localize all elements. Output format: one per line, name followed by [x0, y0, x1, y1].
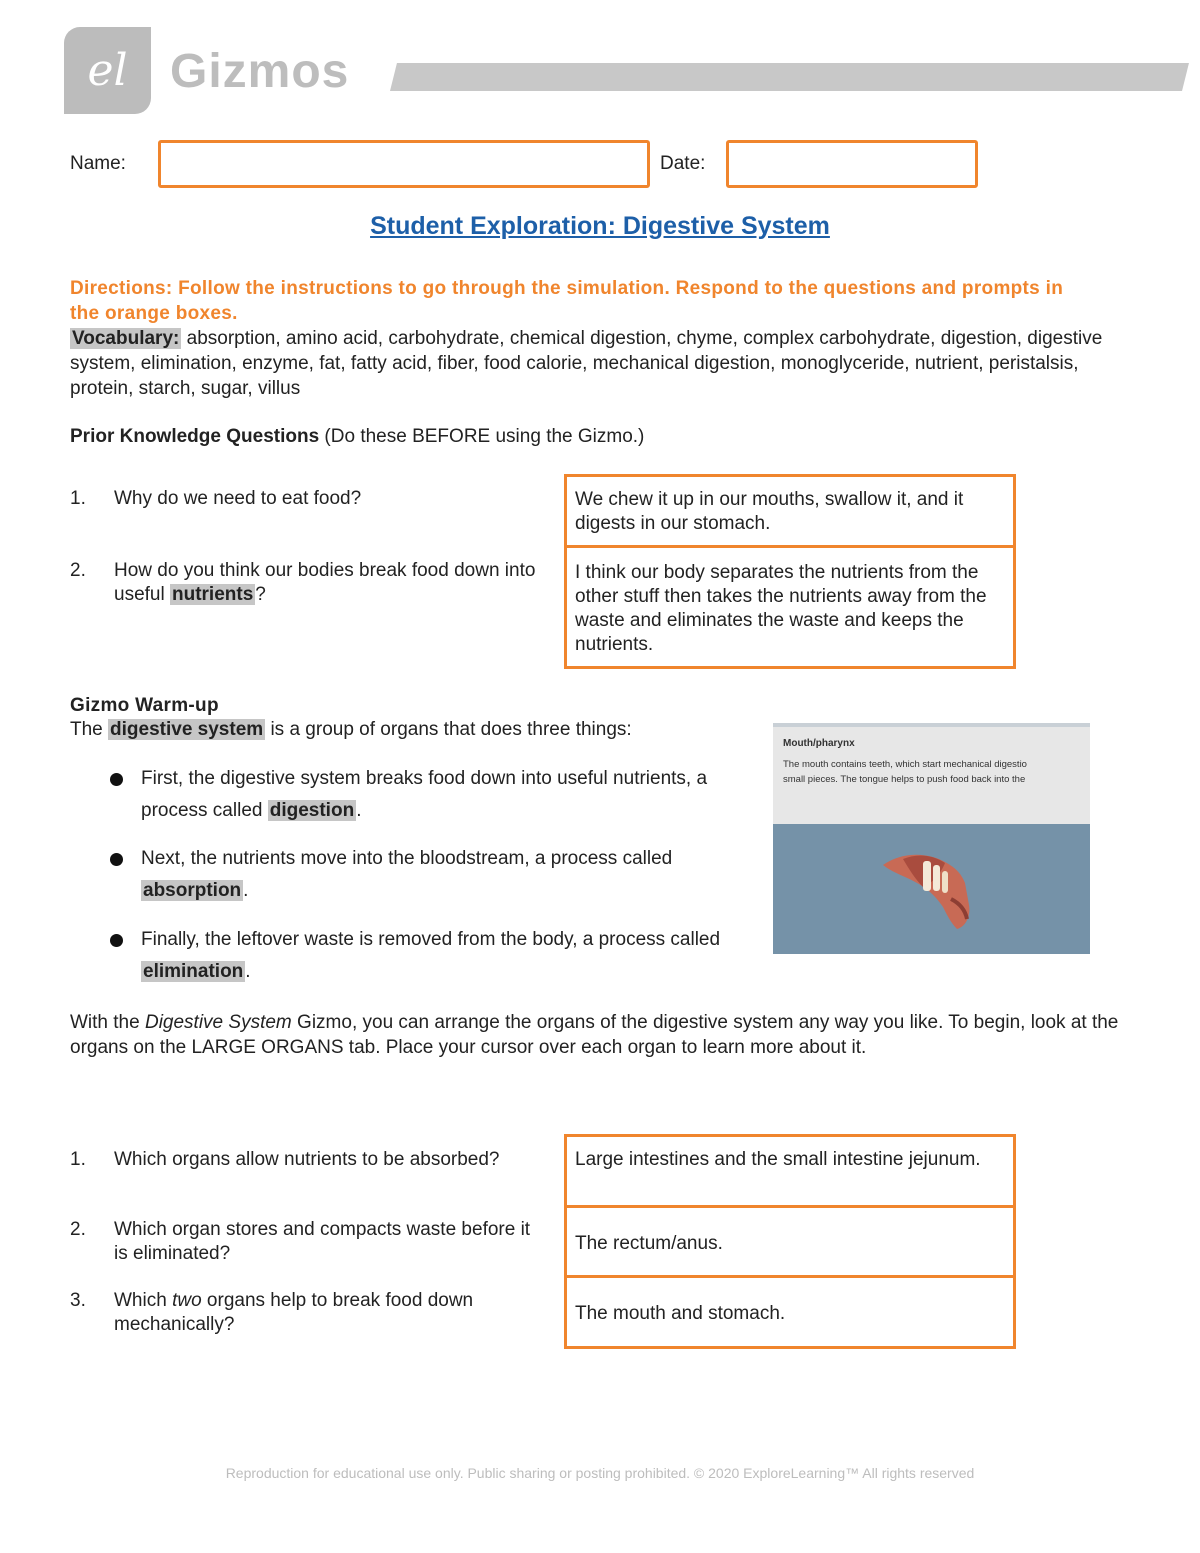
gizmo-organ-title: Mouth/pharynx [783, 738, 855, 749]
vocabulary-paragraph [70, 326, 1130, 401]
prior-q1-number: 1. [70, 488, 86, 509]
bullet-absorption-text: Next, the nutrients move into the bloodstream, a process called [141, 848, 673, 869]
warmup-q1-number: 1. [70, 1149, 86, 1170]
bullet-absorption [141, 843, 741, 907]
warmup-heading: Gizmo Warm-up [70, 695, 219, 716]
bullet-digestion [141, 763, 741, 827]
gizmo-screenshot [773, 723, 1090, 954]
date-field[interactable] [726, 140, 978, 188]
gizmo-organ-description [783, 757, 1090, 787]
warmup-q1-answer: Large intestines and the small intestine jejunum. [575, 1149, 981, 1170]
warmup-q3-text-a: Which [114, 1290, 173, 1311]
prior-q2-answer: I think our body separates the nutrients from the other stuff then takes the nutrients away from the waste and eliminates the waste and keeps the nutrients. [575, 562, 987, 655]
warmup-q3-text-b: organs help to break food down mechanically? [114, 1290, 474, 1335]
warmup-intro-a: The [70, 719, 109, 740]
bullet-absorption-end: . [243, 880, 249, 901]
bullet-icon [110, 934, 123, 947]
prior-knowledge-heading-line [70, 426, 644, 448]
prior-q1-text: Why do we need to eat food? [114, 488, 362, 509]
prior-q2-number: 2. [70, 560, 86, 581]
para-b: Gizmo, you can arrange the organs of the digestive system any way you like. To begin, look at the organs on the LARGE ORGANS tab. Place your cursor over each organ to learn more about it. [70, 1012, 1119, 1058]
explorelearning-logo-icon: el [87, 45, 128, 96]
gizmo-organ-description-line1: The mouth contains teeth, which start mechanical digestio [783, 759, 1027, 770]
bullet-elimination [141, 924, 741, 988]
warmup-q2-answer: The rectum/anus. [575, 1233, 723, 1254]
warmup-q2-answer-box[interactable] [564, 1205, 1016, 1278]
bullet-icon [110, 773, 123, 786]
bullet-icon [110, 853, 123, 866]
warmup-q1-text: Which organs allow nutrients to be absorbed? [114, 1149, 500, 1170]
name-label: Name: [70, 153, 126, 174]
prior-q2-text-b: ? [255, 584, 266, 605]
prior-knowledge-note: (Do these BEFORE using the Gizmo.) [319, 426, 645, 447]
digestive-system-term: digestive system [110, 719, 264, 740]
bullet-digestion-end: . [356, 800, 362, 821]
name-field[interactable] [158, 140, 650, 188]
mouth-organ-icon [873, 843, 983, 933]
bullet-elimination-end: . [245, 961, 251, 982]
header-bar [390, 63, 1189, 91]
prior-knowledge-heading: Prior Knowledge Questions [70, 426, 320, 447]
vocabulary-label: Vocabulary: [72, 328, 180, 349]
warmup-intro-b: is a group of organs that does three things: [265, 719, 632, 740]
para-gizmo-name: Digestive System [144, 1012, 292, 1033]
gizmo-organ-description-line2: small pieces. The tongue helps to push food back into the [783, 774, 1026, 785]
warmup-q3-answer-box[interactable] [564, 1275, 1016, 1349]
prior-q2-text-a: How do you think our bodies break food down into useful [114, 560, 536, 605]
warmup-q2-text: Which organ stores and compacts waste before it is eliminated? [114, 1219, 531, 1264]
absorption-term: absorption [143, 880, 242, 901]
nutrients-term: nutrients [171, 584, 254, 605]
footer-copyright: Reproduction for educational use only. Public sharing or posting prohibited. © 2020 ExploreLearning™ All rights reserved [225, 1465, 975, 1481]
prior-q1-answer-box[interactable] [564, 474, 1016, 548]
warmup-q3-text-italic: two [172, 1290, 202, 1311]
vocabulary-terms: absorption, amino acid, carbohydrate, chemical digestion, chyme, complex carbohydrate, digestion, digestive system, elimination, enzyme, fat, fatty acid, fiber, food calorie, mechanical digestion, monoglyceride, nutrient, peristalsis, protein, starch, sugar, villus [70, 328, 1103, 399]
prior-q2-answer-box[interactable] [564, 545, 1016, 669]
para-a: With the [70, 1012, 145, 1033]
digestion-term: digestion [269, 800, 355, 821]
bullet-digestion-text: First, the digestive system breaks food down into useful nutrients, a process called [141, 768, 708, 821]
warmup-q3-answer: The mouth and stomach. [575, 1303, 786, 1324]
directions-text: Directions: Follow the instructions to go through the simulation. Respond to the questions and prompts in the orange boxes. [70, 278, 1064, 324]
prior-q1-answer: We chew it up in our mouths, swallow it, and it digests in our stomach. [575, 489, 964, 534]
gizmo-instructions-paragraph [70, 1010, 1130, 1060]
prior-q2-text [114, 559, 559, 607]
date-label: Date: [660, 153, 706, 174]
page-title: Student Exploration: Digestive System [370, 212, 830, 240]
brand-name: Gizmos [170, 45, 350, 98]
gizmo-info-panel [773, 723, 1090, 824]
warmup-q3-text [114, 1289, 534, 1337]
warmup-intro [70, 719, 750, 741]
bullet-elimination-text: Finally, the leftover waste is removed from the body, a process called [141, 929, 721, 950]
warmup-q2-number: 2. [70, 1219, 86, 1240]
warmup-q3-number: 3. [70, 1290, 86, 1311]
elimination-term: elimination [143, 961, 244, 982]
warmup-q1-answer-box[interactable] [564, 1134, 1016, 1208]
